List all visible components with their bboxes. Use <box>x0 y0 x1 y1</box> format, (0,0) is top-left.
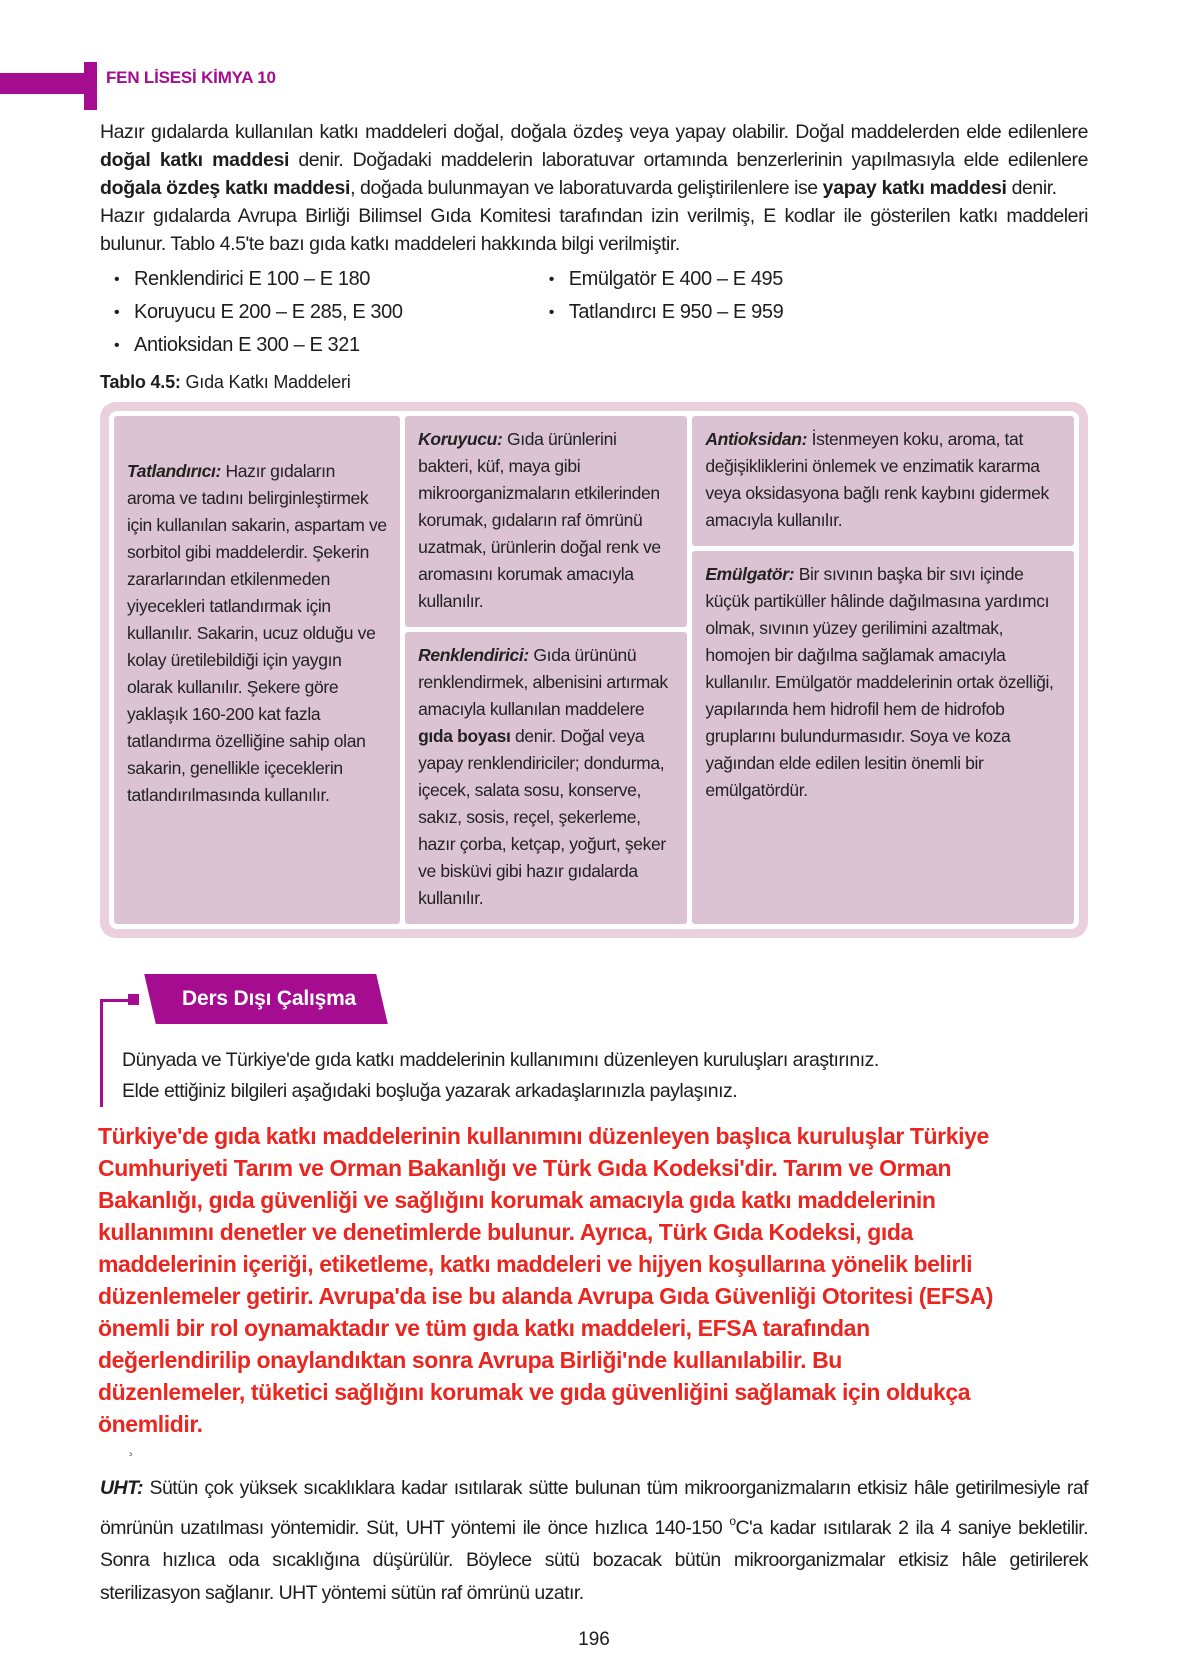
list-item: • Antioksidan E 300 – E 321 <box>100 329 535 362</box>
cell-tatlandirici-lead: Tatlandırıcı: <box>127 461 221 481</box>
bullet-column-right <box>535 263 1088 362</box>
answer-line: düzenlemeler getirir. Avrupa'da ise bu alanda Avrupa Gıda Güvenliği Otoritesi (EFSA) <box>98 1283 994 1309</box>
uht-footnote <box>100 1472 1088 1609</box>
connector-vertical-line <box>100 999 103 1107</box>
list-item: • Tatlandırcı E 950 – E 959 <box>535 296 1088 329</box>
handwritten-answer <box>98 1120 1088 1440</box>
content-column <box>100 118 1088 1651</box>
table-caption-number: Tablo 4.5: <box>100 372 181 392</box>
answer-line: Türkiye'de gıda katkı maddelerinin kullanımını düzenleyen başlıca kuruluşlar Türkiye <box>98 1123 989 1149</box>
cell-antioksidan <box>692 416 1074 546</box>
activity-instruction-line: Elde ettiğiniz bilgileri aşağıdaki boşluğa yazarak arkadaşlarınızla paylaşınız. <box>122 1080 738 1102</box>
header-bar-horizontal <box>0 73 84 94</box>
uht-degree-superscript: o <box>729 1513 736 1528</box>
answer-line: Bakanlığı, gıda güvenliği ve sağlığını korumak amacıyla gıda katkı maddelerinin <box>98 1187 936 1213</box>
term-dogala-ozdes-katki-maddesi: doğala özdeş katkı maddesi <box>100 177 351 199</box>
cell-antioksidan-lead: Antioksidan: <box>705 429 808 449</box>
uht-text: C'a kadar ısıtılarak 2 ila 4 saniye bekletilir. Sonra hızlıca oda sıcaklığına düşürülür. Böylece sütü bozacak bütün mikroorganizmalar etkisiz hâle getirilerek sterilizasyon sağlanır. UHT yöntemi sütün raf ömrünü uzatır. <box>100 1516 1088 1604</box>
table-caption-title: Gıda Katkı Maddeleri <box>180 372 351 392</box>
cell-koruyucu-lead: Koruyucu: <box>418 429 503 449</box>
page-title: FEN LİSESİ KİMYA 10 <box>106 68 276 87</box>
table-body <box>109 411 1079 929</box>
cell-emulgator-text: Bir sıvının başka bir sıvı içinde küçük partiküller hâlinde dağılmasına yardımcı olmak, sıvının yüzey gerilimini azaltmak, homojen bir dağılma sağlamak amacıyla kullanılır. Emülgatör maddelerinin ortak özelliği, yapılarında hem hidrofil hem de hidrofob gruplarını bulundurmasıdır. Soya ve koza yağından elde edilen lesitin önemli bir emülgatördür. <box>705 564 1054 800</box>
activity-banner <box>150 974 382 1024</box>
list-item: • Emülgatör E 400 – E 495 <box>535 263 1088 296</box>
uht-lead: UHT: <box>100 1477 143 1499</box>
page-number: 196 <box>578 1628 610 1650</box>
answer-line: önemlidir. <box>98 1411 203 1437</box>
term-dogal-katki-maddesi: doğal katkı maddesi <box>100 149 290 171</box>
list-item: • Renklendirici E 100 – E 180 <box>100 263 535 296</box>
activity-section <box>100 974 1088 1454</box>
cell-renklendirici-text: denir. Doğal veya yapay renklendiriciler; dondurma, içecek, salata sosu, konserve, sakız, sosis, reçel, şekerleme, hazır çorba, ketçap, yoğurt, şeker ve bisküvi gibi hazır gıdalarda kullanılır. <box>418 726 666 908</box>
cell-renklendirici <box>405 632 687 924</box>
cell-tatlandirici-text: Hazır gıdaların aroma ve tadını belirginleştirmek için kullanılan sakarin, aspartam ve sorbitol gibi maddelerdir. Şekerin zararlarından etkilenmeden yiyecekleri tatlandırmak için kullanılır. Sakarin, ucuz olduğu ve kolay üretilebildiği için yaygın olarak kullanılır. Şekere göre yaklaşık 160-200 kat fazla tatlandırma özelliğine sahip olan sakarin, genellikle içeceklerin tatlandırılmasında kullanılır. <box>127 461 387 805</box>
answer-line: düzenlemeler, tüketici sağlığını korumak ve gıda güvenliğini sağlamak için oldukça <box>98 1379 971 1405</box>
paragraph1-text: , doğada bulunmayan ve laboratuvarda geliştirilenlere ise <box>350 177 823 199</box>
cell-koruyucu <box>405 416 687 627</box>
paragraph1-text: Hazır gıdalarda kullanılan katkı maddeleri doğal, doğala özdeş veya yapay olabilir. Doğal maddelerden elde edilenlere <box>100 121 1088 143</box>
uht-text: Sütün çok yüksek sıcaklıklara kadar ısıtılarak sütte bulunan tüm mikroorganizmaların etkisiz hâle getirilmesiyle raf ömrünün uzatılması yöntemidir. Süt, UHT yöntemi ile önce hızlıca 140-150 <box>100 1477 1088 1539</box>
activity-instructions <box>122 1045 1088 1107</box>
activity-instruction-line: Dünyada ve Türkiye'de gıda katkı maddelerinin kullanımını düzenleyen kuruluşları araştırınız. <box>122 1049 879 1071</box>
term-yapay-katki-maddesi: yapay katkı maddesi <box>822 177 1007 199</box>
paragraph1-text: denir. Doğadaki maddelerin laboratuvar ortamında benzerlerinin yapılmasıyla elde edilenlere <box>289 149 1088 171</box>
paragraph-food-additives <box>100 118 1088 202</box>
table-gida-katki-maddeleri <box>100 402 1088 938</box>
answer-line: önemli bir rol oynamaktadır ve tüm gıda katkı maddeleri, EFSA tarafından <box>98 1315 870 1341</box>
table-column-1 <box>114 416 400 924</box>
paragraph1-text: denir. <box>1006 177 1057 199</box>
answer-line: maddelerinin içeriği, etiketleme, katkı maddeleri ve hijyen koşullarına yönelik belirli <box>98 1251 973 1277</box>
table-caption <box>100 372 1088 393</box>
e-code-bullet-lists <box>100 263 1088 362</box>
answer-line: kullanımını denetler ve denetimlerde bulunur. Ayrıca, Türk Gıda Kodeksi, gıda <box>98 1219 913 1245</box>
cell-renklendirici-lead: Renklendirici: <box>418 645 529 665</box>
answer-line: Cumhuriyeti Tarım ve Orman Bakanlığı ve Türk Gıda Kodeksi'dir. Tarım ve Orman <box>98 1155 952 1181</box>
table-column-3 <box>692 416 1074 924</box>
connector-square <box>128 994 139 1005</box>
cell-tatlandirici <box>114 416 400 924</box>
cell-koruyucu-text: Gıda ürünlerini bakteri, küf, maya gibi mikroorganizmaların etkilerinden korumak, gıdaların raf ömrünü uzatmak, ürünlerin doğal renk ve aromasını korumak amacıyla kullanılır. <box>418 429 661 611</box>
cell-antioksidan-text: İstenmeyen koku, aroma, tat değişikliklerini önlemek ve enzimatik kararma veya oksidasyona bağlı renk kaybını gidermek amacıyla kullanılır. <box>705 429 1049 530</box>
cell-emulgator <box>692 551 1074 924</box>
cell-emulgator-lead: Emülgatör: <box>705 564 795 584</box>
activity-banner-label: Ders Dışı Çalışma <box>182 987 357 1010</box>
paragraph-e-codes: Hazır gıdalarda Avrupa Birliği Bilimsel Gıda Komitesi tarafından izin verilmiş, E kodlar ile gösterilen katkı maddeleri bulunur. Tablo 4.5'te bazı gıda katkı maddeleri hakkında bilgi verilmiştir. <box>100 205 1088 255</box>
stray-pen-mark: ¸ <box>128 1436 134 1456</box>
term-gida-boyasi: gıda boyası <box>418 726 511 746</box>
header-bar-vertical <box>84 62 97 110</box>
cell-renklendirici-text: Gıda ürününü renklendirmek, albenisini artırmak amacıyla kullanılan maddelere <box>418 645 668 719</box>
bullet-column-left <box>100 263 535 362</box>
answer-line: değerlendirilip onaylandıktan sonra Avrupa Birliği'nde kullanılabilir. Bu <box>98 1347 842 1373</box>
table-column-2 <box>405 416 687 924</box>
list-item: • Koruyucu E 200 – E 285, E 300 <box>100 296 535 329</box>
